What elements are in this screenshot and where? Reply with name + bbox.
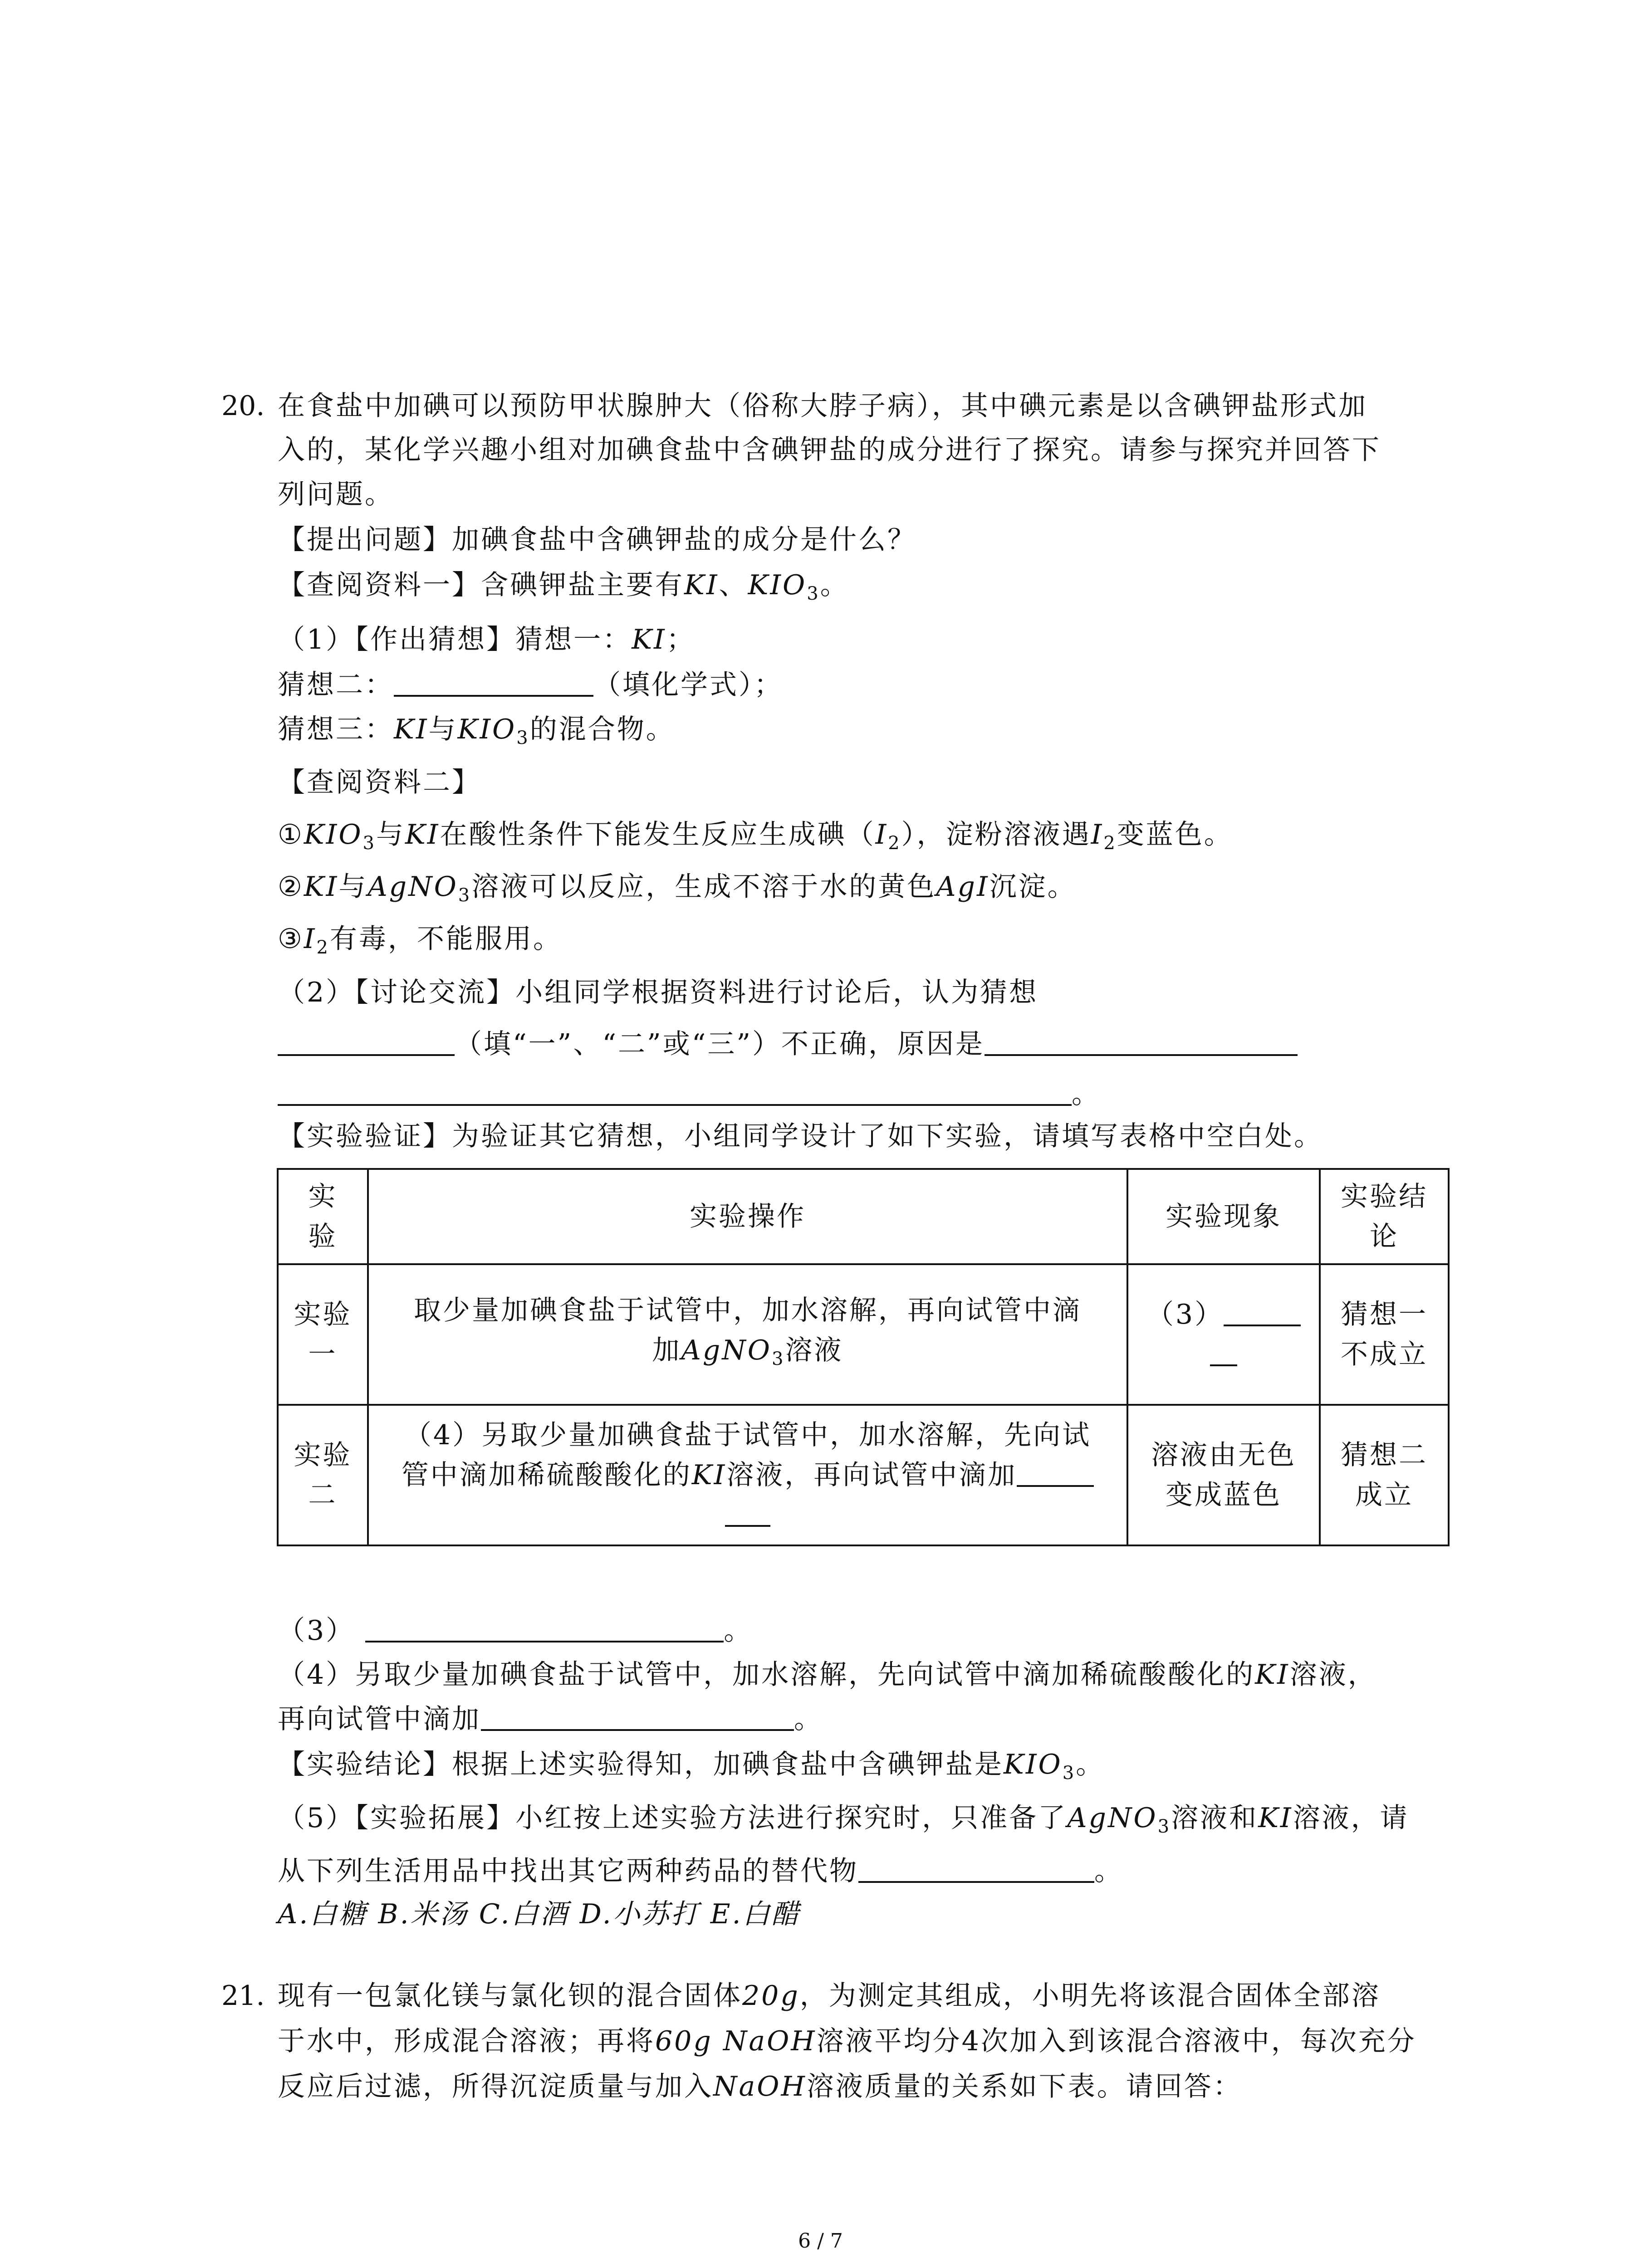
experiment-table (277, 1168, 1450, 1546)
verify-heading: 【实验验证】为验证其它猜想，小组同学设计了如下实验，请填写表格中空白处。 (278, 1120, 1323, 1152)
table-cell: 实验 二 (278, 1405, 368, 1545)
conclusion: 【实验结论】根据上述实验得知，加碘食盐中含碘钾盐是$KIO_3$。 (278, 1749, 1105, 1784)
info-two-item3: $③I_2$有毒，不能服用。 (278, 923, 562, 958)
q20-intro-line3: 列问题。 (278, 479, 394, 510)
info-two-item1: $①KIO_3$与KI在酸性条件下能发生反应生成碘$(I_2)$，淀粉溶液遇$I_2$变蓝色。 (278, 819, 1233, 854)
info-one: 【查阅资料一】含碘钾盐主要有KI、$KIO_3$。 (278, 569, 849, 604)
answer-blank[interactable] (365, 1613, 724, 1642)
answer-blank[interactable] (1017, 1458, 1094, 1487)
table-cell: （3） (1127, 1264, 1320, 1405)
answer-blank[interactable] (394, 668, 593, 697)
table-cell: 实验 一 (278, 1264, 368, 1405)
answer-options: A.白糖 B.米汤 C.白酒 D.小苏打 E.白醋 (278, 1898, 801, 1930)
table-header: 实 验 (278, 1169, 368, 1264)
extension-line1: （5）【实验拓展】小红按上述实验方法进行探究时，只准备了AgNO$_3$溶液和KI溶液，请 (278, 1802, 1409, 1837)
discussion-line3: 。 (278, 1076, 1101, 1112)
guess-one: （1）【作出猜想】猜想一：KI； (278, 624, 696, 655)
info-two-item2: ②KI与AgNO$_3$溶液可以反应，生成不溶于水的黄色AgI沉淀。 (278, 871, 1077, 906)
answer-blank[interactable] (278, 1077, 1072, 1106)
answer-3: （3） 。 (278, 1613, 753, 1649)
answer-blank[interactable] (1224, 1297, 1301, 1326)
q21-line2: 于水中，形成混合溶液；再将60g NaOH溶液平均分4次加入到该混合溶液中，每次充分 (278, 2025, 1416, 2057)
guess-two: 猜想二： （填化学式）； (278, 667, 783, 703)
discussion-line2: （填“一”、“二”或“三”）不正确，原因是 (278, 1026, 1298, 1062)
answer-blank[interactable] (858, 1854, 1094, 1883)
answer-blank[interactable] (725, 1498, 770, 1527)
table-cell: 猜想二 成立 (1320, 1405, 1449, 1545)
question-number: 20. (221, 390, 265, 422)
table-cell: 猜想一 不成立 (1320, 1264, 1449, 1405)
answer-blank[interactable] (278, 1027, 455, 1056)
table-cell: （4）另取少量加碘食盐于试管中，加水溶解，先向试 管中滴加稀硫酸酸化的KI溶液，再向试管中滴加 (368, 1405, 1127, 1545)
answer-4-line1: （4）另取少量加碘食盐于试管中，加水溶解，先向试管中滴加稀硫酸酸化的KI溶液， (278, 1659, 1377, 1691)
question-number: 21. (221, 1980, 265, 2012)
table-header: 实验结 论 (1320, 1169, 1449, 1264)
answer-blank[interactable] (985, 1027, 1298, 1056)
page-number: 6 / 7 (798, 2229, 843, 2253)
table-cell: 取少量加碘食盐于试管中，加水溶解，再向试管中滴 加AgNO$_3$溶液 (368, 1264, 1127, 1405)
answer-blank[interactable] (481, 1702, 794, 1731)
guess-three: 猜想三：KI与$KIO_3$的混合物。 (278, 714, 675, 748)
q20-intro-line1: 在食盐中加碘可以预防甲状腺肿大（俗称大脖子病），其中碘元素是以含碘钾盐形式加 (278, 390, 1367, 422)
discussion-line1: （2）【讨论交流】小组同学根据资料进行讨论后，认为猜想 (278, 977, 1038, 1008)
q20-intro-line2: 入的，某化学兴趣小组对加碘食盐中含碘钾盐的成分进行了探究。请参与探究并回答下 (278, 434, 1381, 466)
answer-blank[interactable] (1210, 1337, 1237, 1366)
proposed-question: 【提出问题】加碘食盐中含碘钾盐的成分是什么？ (278, 524, 916, 556)
table-cell: 溶液由无色 变成蓝色 (1127, 1405, 1320, 1545)
q21-line1: 现有一包氯化镁与氯化钡的混合固体20g，为测定其组成，小明先将该混合固体全部溶 (278, 1980, 1381, 2012)
extension-line2: 从下列生活用品中找出其它两种药品的替代物 。 (278, 1853, 1123, 1889)
info-two-heading: 【查阅资料二】 (278, 767, 481, 798)
table-header: 实验现象 (1127, 1169, 1320, 1264)
answer-4-line2: 再向试管中滴加 。 (278, 1701, 823, 1737)
q21-line3: 反应后过滤，所得沉淀质量与加入NaOH溶液质量的关系如下表。请回答： (278, 2071, 1242, 2102)
table-header: 实验操作 (368, 1169, 1127, 1264)
